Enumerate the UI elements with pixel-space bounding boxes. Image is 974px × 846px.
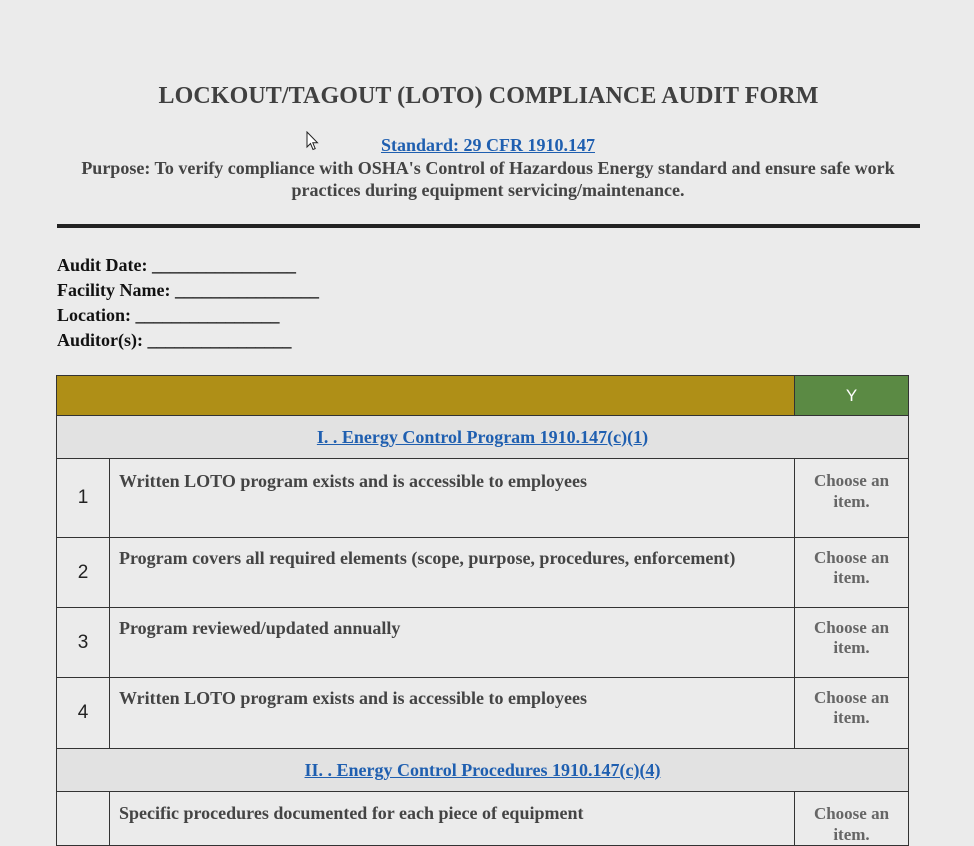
- facility-name-blank[interactable]: ________________: [174, 280, 319, 300]
- header-gold-cell: [57, 376, 795, 416]
- auditors-field[interactable]: [57, 328, 319, 353]
- standard-link[interactable]: Standard: 29 CFR 1910.147: [380, 135, 595, 155]
- row-number: 2: [57, 538, 110, 608]
- choice-dropdown[interactable]: Choose an item.: [795, 678, 909, 749]
- section-header-cell: [57, 416, 909, 459]
- audit-checklist-table: [56, 375, 909, 846]
- audit-date-blank[interactable]: ________________: [152, 255, 296, 275]
- audit-date-label: Audit Date:: [57, 255, 148, 275]
- row-question: Written LOTO program exists and is accessible to employees: [110, 459, 795, 538]
- row-number: 4: [57, 678, 110, 749]
- facility-name-label: Facility Name:: [57, 280, 171, 300]
- row-question: Specific procedures documented for each piece of equipment: [110, 792, 795, 846]
- facility-name-field[interactable]: [57, 278, 319, 303]
- row-number: 1: [57, 459, 110, 538]
- section-title-link[interactable]: II. . Energy Control Procedures 1910.147(c)(4): [304, 759, 661, 780]
- location-field[interactable]: [57, 303, 319, 328]
- table-row: [57, 608, 909, 678]
- row-question: Written LOTO program exists and is accessible to employees: [110, 678, 795, 749]
- purpose-statement: Purpose: To verify compliance with OSHA's Control of Hazardous Energy standard and ensure safe work practices during equipment servicing/maintenance.: [81, 158, 895, 200]
- row-question: Program covers all required elements (scope, purpose, procedures, enforcement): [110, 538, 795, 608]
- header-y-cell: Y: [795, 376, 909, 416]
- audit-date-field[interactable]: [57, 253, 319, 278]
- section-row: [57, 749, 909, 792]
- row-question: Program reviewed/updated annually: [110, 608, 795, 678]
- section-row: [57, 416, 909, 459]
- auditors-label: Auditor(s):: [57, 330, 143, 350]
- choice-dropdown[interactable]: Choose an item.: [795, 459, 909, 538]
- table-row: [57, 459, 909, 538]
- section-title-link[interactable]: I. . Energy Control Program 1910.147(c)(1): [316, 426, 649, 447]
- table-header-row: [57, 376, 909, 416]
- audit-info-fields: [57, 253, 319, 353]
- choice-dropdown[interactable]: Choose an item.: [795, 538, 909, 608]
- section-header-cell: [57, 749, 909, 792]
- table-row: [57, 678, 909, 749]
- row-number: [57, 792, 110, 846]
- choice-dropdown[interactable]: Choose an item.: [795, 792, 909, 846]
- choice-dropdown[interactable]: Choose an item.: [795, 608, 909, 678]
- row-number: 3: [57, 608, 110, 678]
- table-row: [57, 792, 909, 846]
- document-title: LOCKOUT/TAGOUT (LOTO) COMPLIANCE AUDIT FORM: [158, 83, 819, 109]
- horizontal-divider: [57, 224, 920, 228]
- location-blank[interactable]: ________________: [135, 305, 280, 325]
- mouse-pointer-icon: [306, 131, 320, 151]
- table-row: [57, 538, 909, 608]
- standard-reference: [0, 135, 974, 156]
- auditors-blank[interactable]: ________________: [147, 330, 292, 350]
- location-label: Location:: [57, 305, 131, 325]
